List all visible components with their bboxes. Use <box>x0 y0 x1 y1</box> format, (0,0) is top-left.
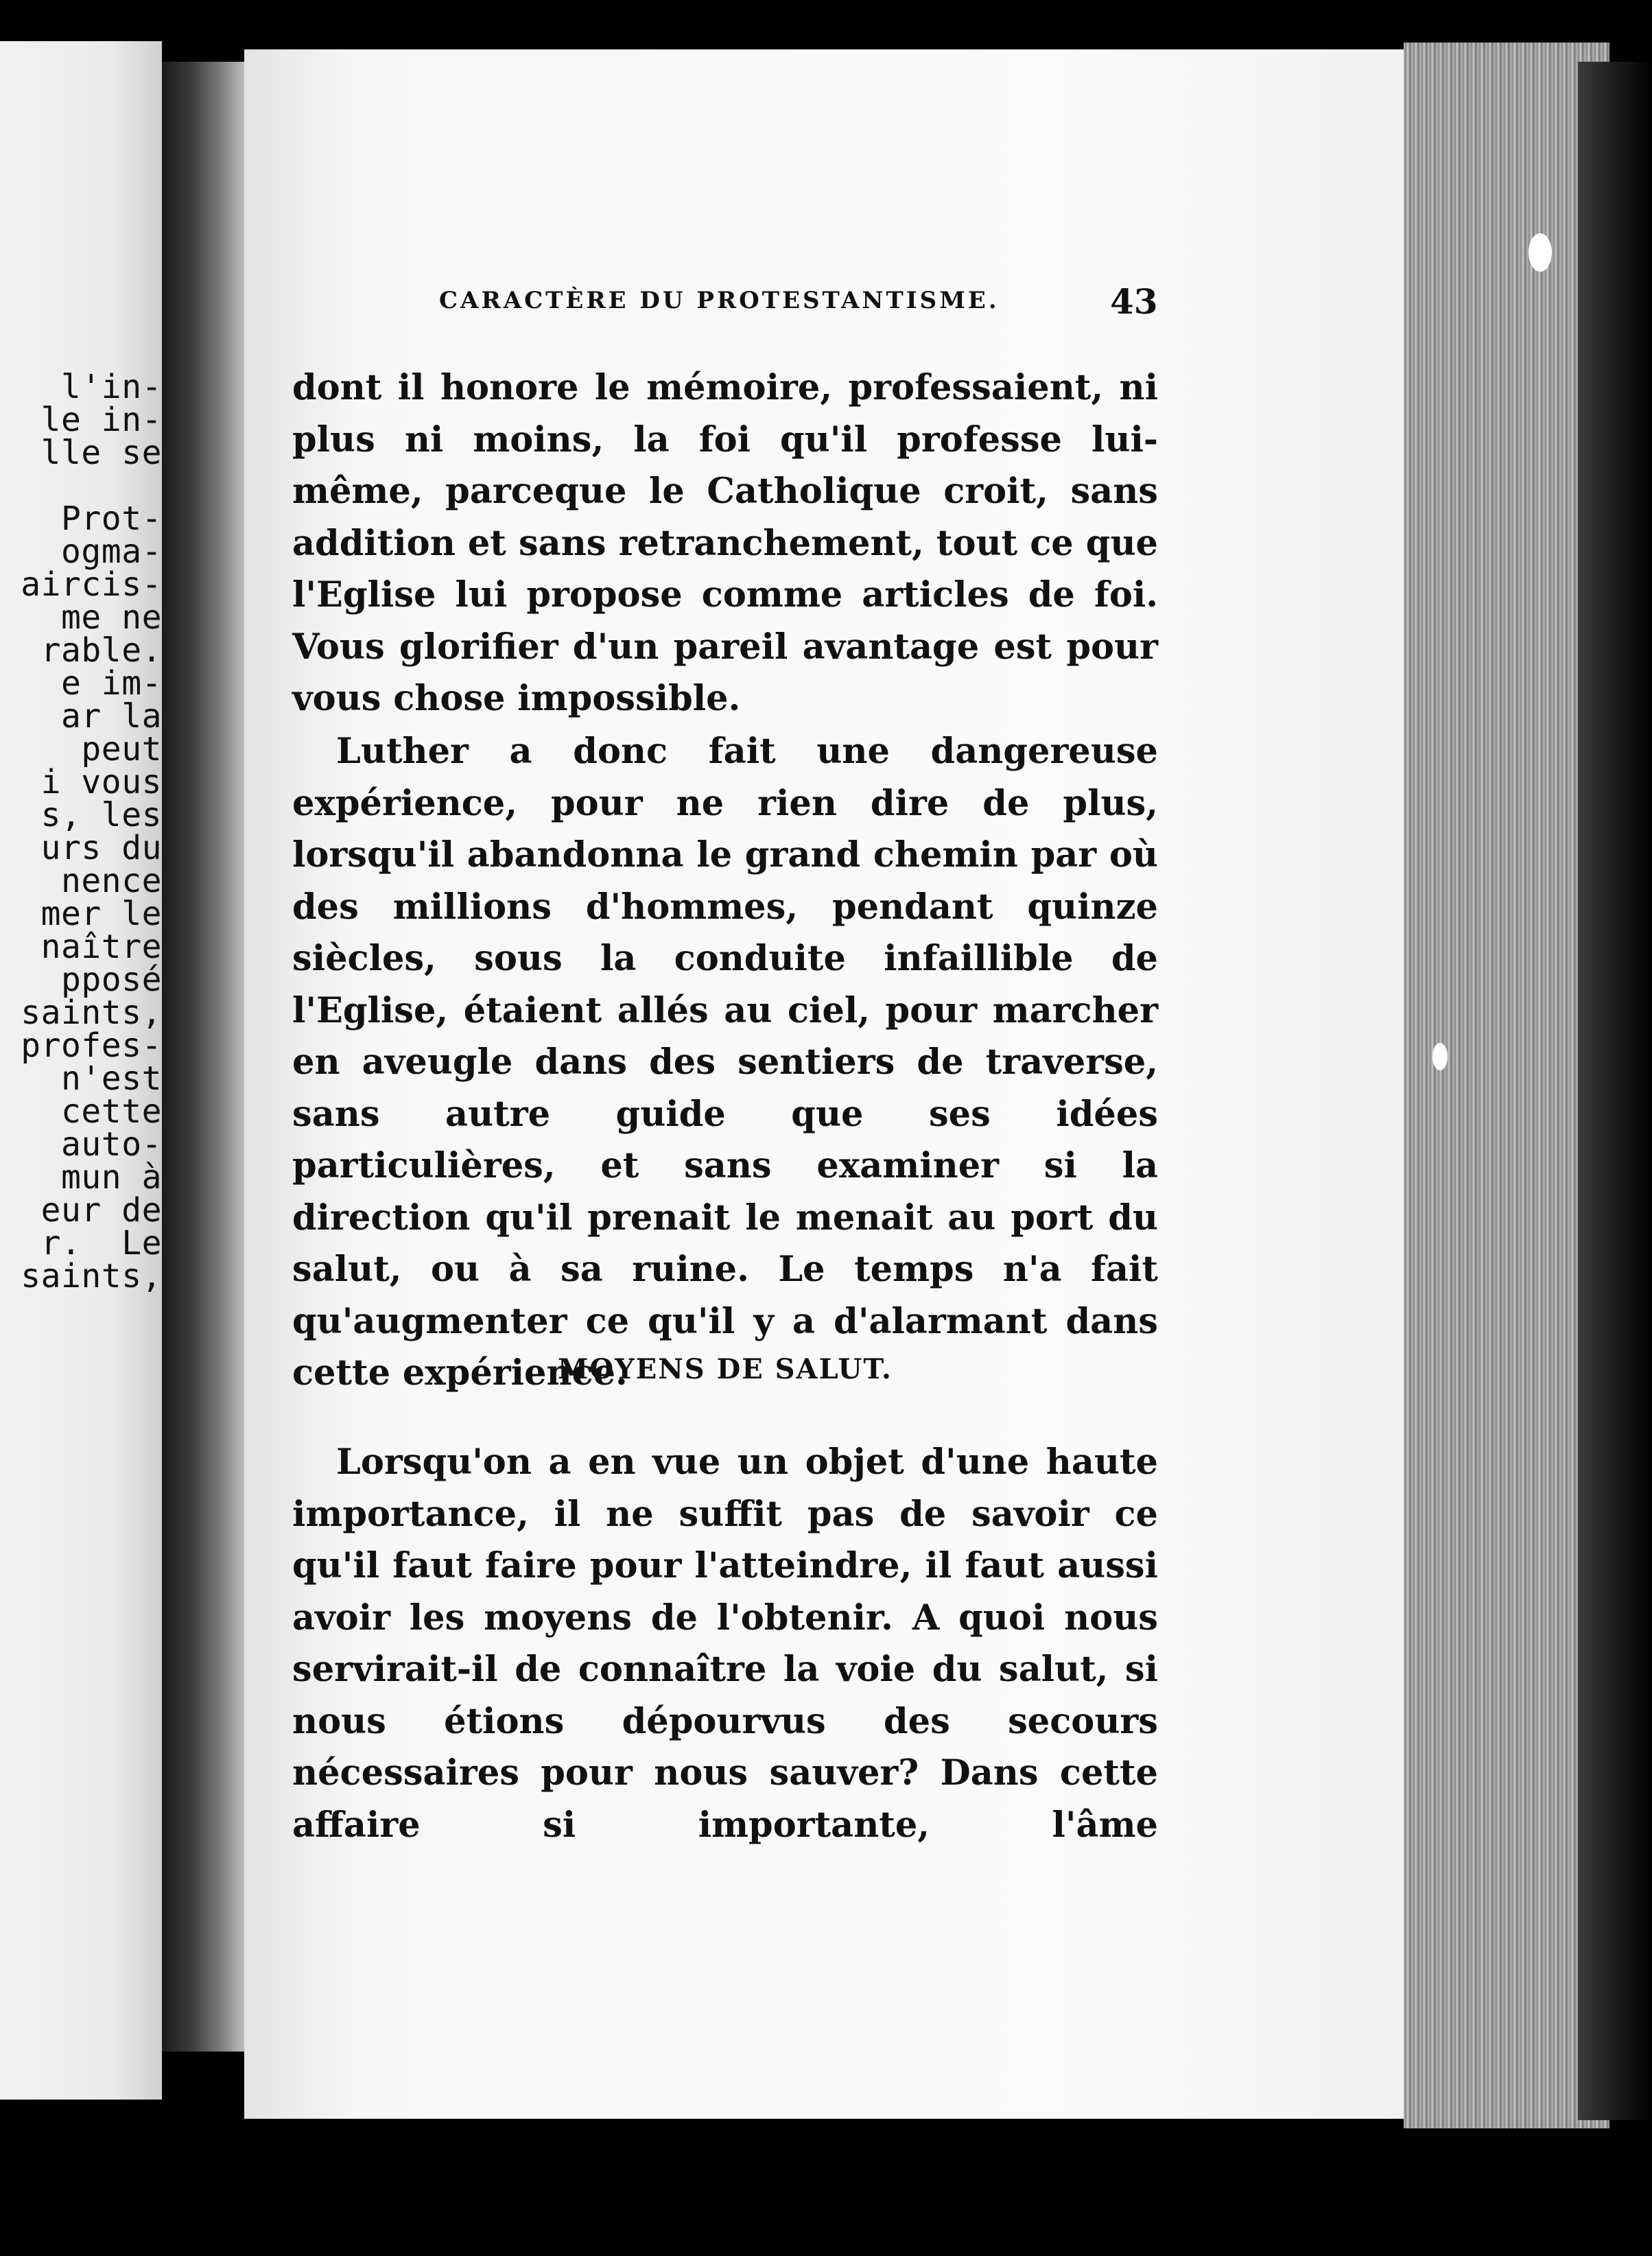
left-page-text-fragments: l'in- le in- lle se Prot- ogma- aircis- me ne rable. e im- ar la peut i vous s, les urs du nence mer le naître pposé saints, profes- n'est cette auto- mun à eur de r. Le saints, <box>21 368 162 1295</box>
scan-speck <box>1529 233 1552 272</box>
left-page-edge <box>0 41 162 2100</box>
section-heading: MOYENS DE SALUT. <box>558 1353 893 1385</box>
book-gutter <box>162 62 244 2052</box>
paragraph-moyens-de-salut: Lorsqu'on a en vue un objet d'une haute importance, il ne suffit pas de savoir ce qu'il faut faire pour l'atteindre, il faut aussi avoir les moyens de l'obtenir. A quoi nous servirait-il de connaître la voie du salut, si nous étions dépourvus des secours nécessaires pour nous sauver? Dans cette affaire si importante, l'âme <box>292 1442 1158 1846</box>
book-cover-edge <box>1578 62 1652 2120</box>
paragraph-luther: Luther a donc fait une dangereuse expérience, pour ne rien dire de plus, lorsqu'il abandonna le grand chemin par où des millions d'hommes, pendant quinze siècles, sous la conduite infaillible de l'Eglise, étaient allés au ciel, pour marcher en aveugle dans des sentiers de traverse, sans autre guide que ses idées particulières, et sans examiner si la direction qu'il prenait le menait au port du salut, ou à sa ruine. Le temps n'a fait qu'augmenter ce qu'il y a d'alarmant dans cette expérience. <box>292 731 1158 1394</box>
scan-speck <box>1432 1043 1448 1070</box>
page-number: 43 <box>1110 281 1158 322</box>
paragraph-continuation: dont il honore le mémoire, professaient, ni plus ni moins, la foi qu'il professe lui-même, parceque le Catholique croit, sans addition et sans retranchement, tout ce que l'Eglise lui propose comme articles de foi. Vous glorifier d'un pareil avantage est pour vous chose impossible. <box>292 367 1158 719</box>
running-head: CARACTÈRE DU PROTESTANTISME. <box>439 287 1000 314</box>
